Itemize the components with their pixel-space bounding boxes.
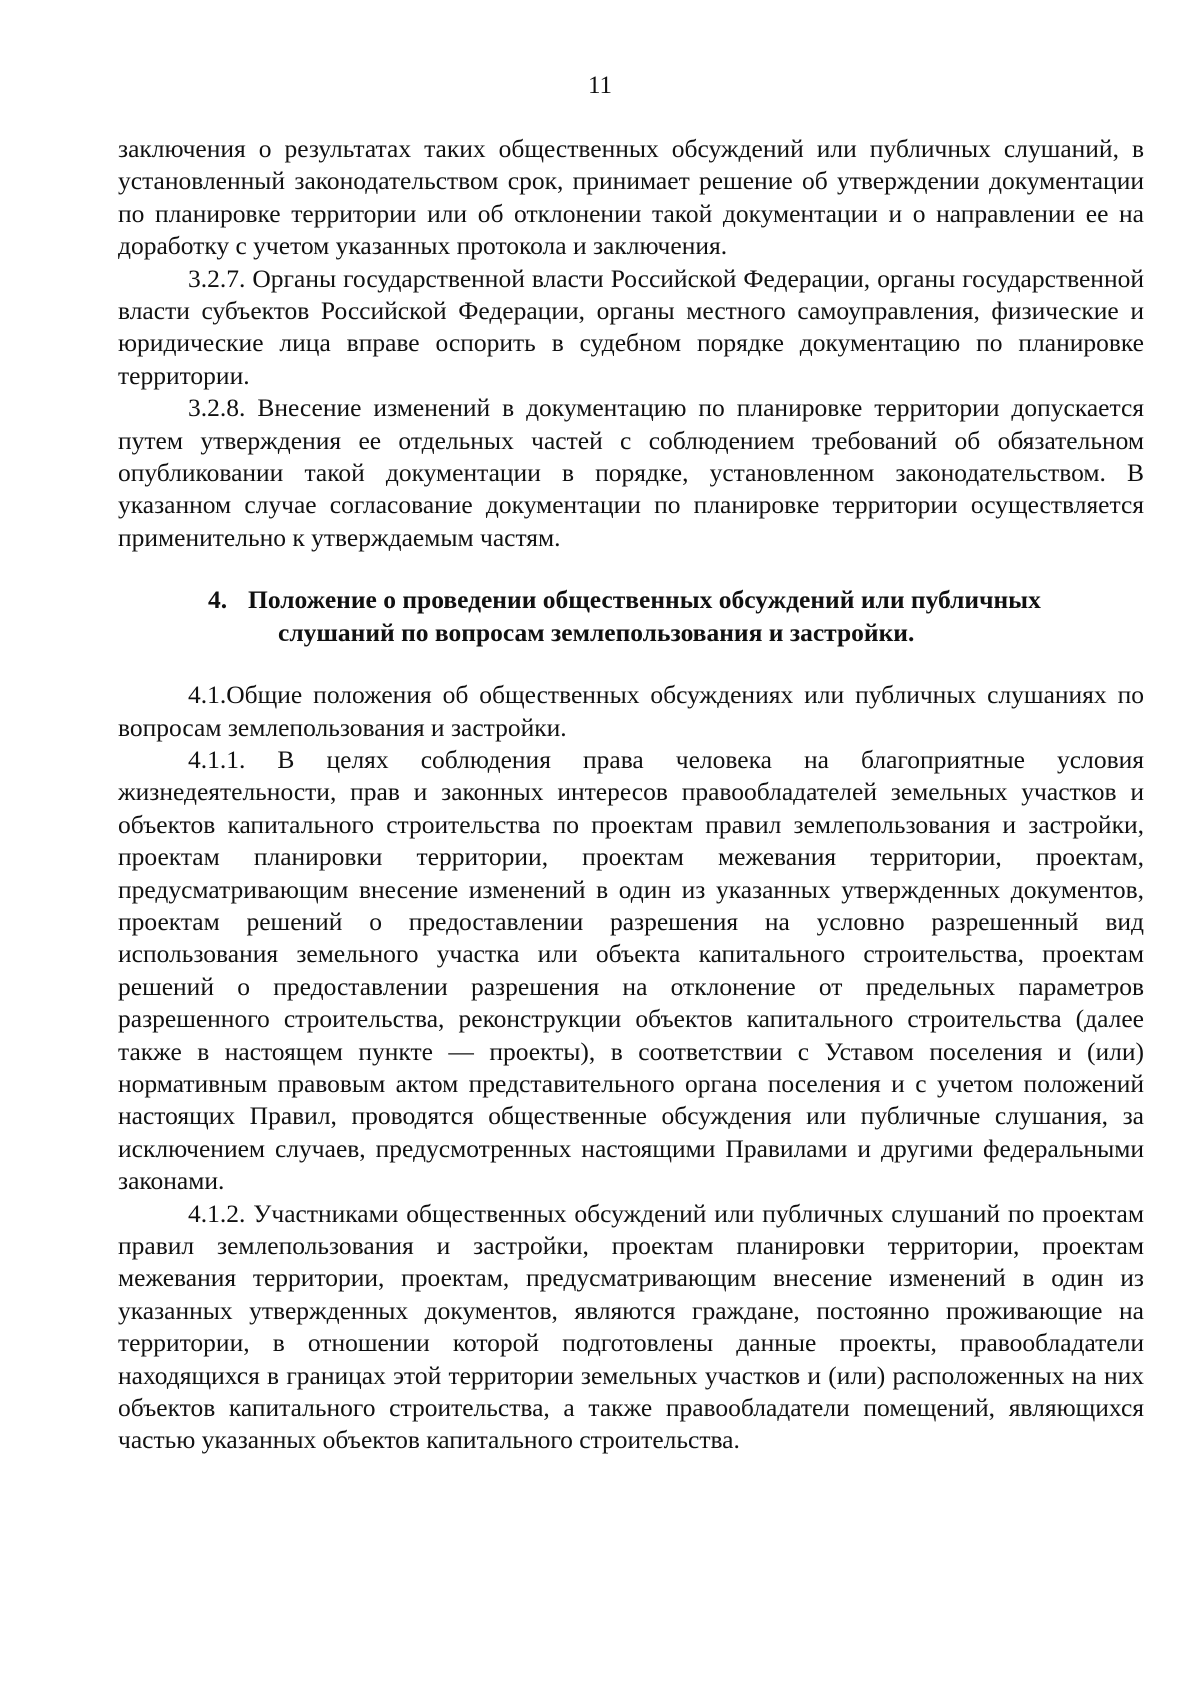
paragraph-3-2-8: 3.2.8. Внесение изменений в документацию по планировке территории допускается путем утверждения ее отдельных частей с соблюдением требований об обязательном опубликовании такой документации в порядке, установленном законодательством. В указанном случае согласование документации по планировке территории осуществляется применительно к утверждаемым частям. xyxy=(118,393,1144,552)
document-body xyxy=(118,133,1144,1457)
paragraph-continuation: заключения о результатах таких общественных обсуждений или публичных слушаний, в установленный законодательством срок, принимает решение об утверждении документации по планировке территории или об отклонении такой документации и о направлении ее на доработку с учетом указанных протокола и заключения. xyxy=(118,134,1144,261)
paragraph-3-2-7: 3.2.7. Органы государственной власти Российской Федерации, органы государственной власти субъектов Российской Федерации, органы местного самоуправления, физические и юридические лица вправе оспорить в судебном порядке документацию по планировке территории. xyxy=(118,263,1144,390)
section-heading-line1: Положение о проведении общественных обсуждений или публичных xyxy=(248,585,1041,615)
section-heading-line2: слушаний по вопросам землепользования и застройки. xyxy=(278,617,915,647)
paragraph-4-1-1: 4.1.1. В целях соблюдения права человека на благоприятные условия жизнедеятельности, прав и законных интересов правообладателей земельных участков и объектов капитального строительства по проектам правил землепользования и застройки, проектам планировки территории, проектам межевания территории, проектам, предусматривающим внесение изменений в один из указанных утвержденных документов, проектам решений о предоставлении разрешения на условно разрешенный вид использования земельного участка или объекта капитального строительства, проектам решений о предоставлении разрешения на отклонение от предельных параметров разрешенного строительства, реконструкции объектов капитального строительства (далее также в настоящем пункте — проекты), в соответствии с Уставом поселения и (или) нормативным правовым актом представительного органа поселения и с учетом положений настоящих Правил, проводятся общественные обсуждения или публичные слушания, за исключением случаев, предусмотренных настоящими Правилами и другими федеральными законами. xyxy=(118,744,1144,1196)
paragraph-4-1-2: 4.1.2. Участниками общественных обсуждений или публичных слушаний по проектам правил землепользования и застройки, проектам планировки территории, проектам межевания территории, проектам, предусматривающим внесение изменений в один из указанных утвержденных документов, являются граждане, постоянно проживающие на территории, в отношении которой подготовлены данные проекты, правообладатели находящихся в границах этой территории земельных участков и (или) расположенных на них объектов капитального строительства, а также правообладатели помещений, являющихся частью указанных объектов капитального строительства. xyxy=(118,1198,1144,1455)
paragraph-4-1: 4.1.Общие положения об общественных обсуждениях или публичных слушаниях по вопросам землепользования и застройки. xyxy=(118,680,1144,742)
page-number: 11 xyxy=(587,72,613,99)
section-heading xyxy=(118,584,1144,649)
section-number: 4. xyxy=(208,585,228,615)
